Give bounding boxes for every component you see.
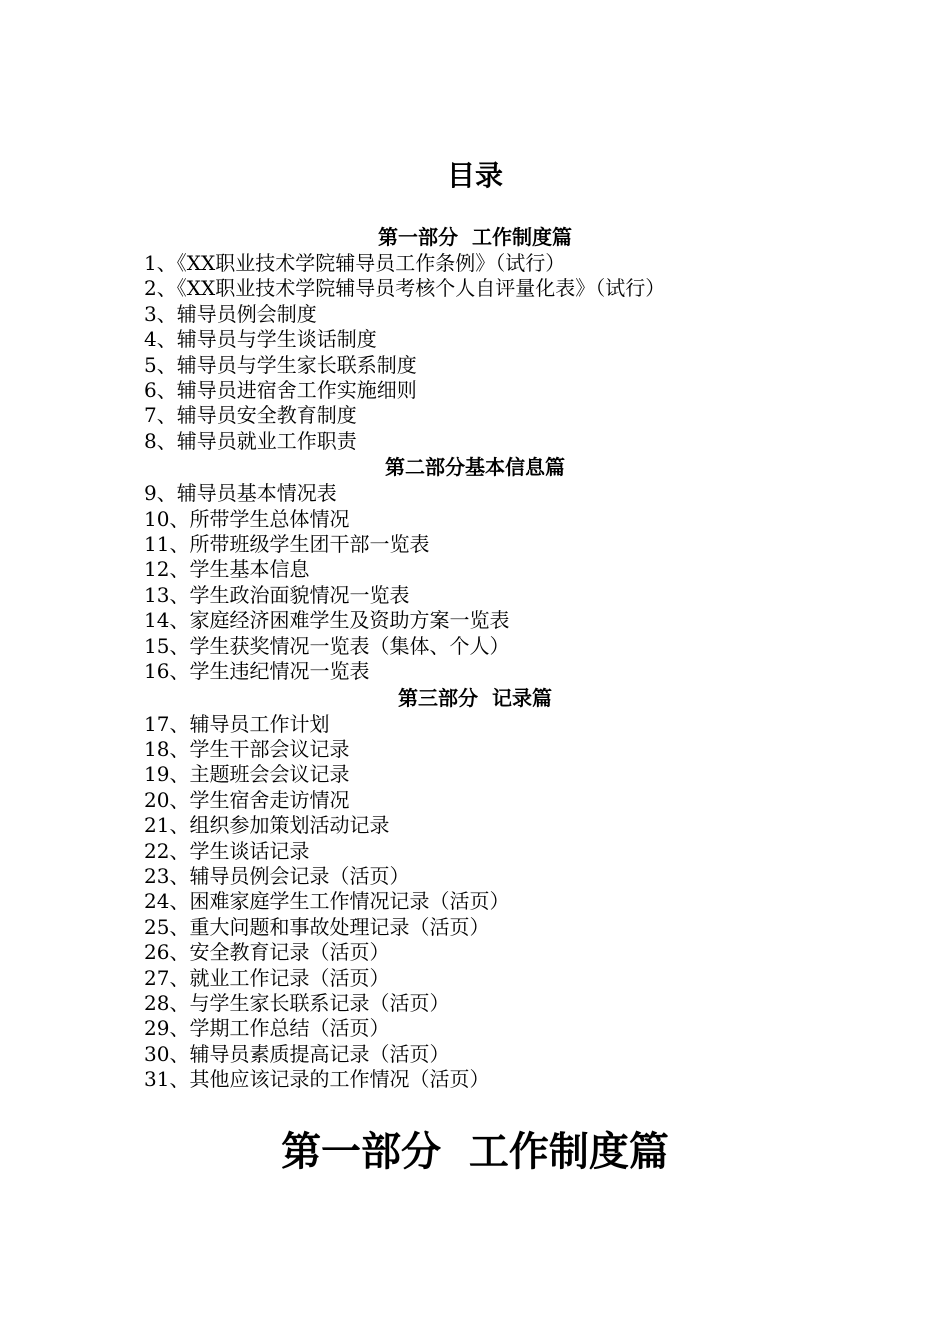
toc-item: 4、辅导员与学生谈话制度	[144, 327, 377, 352]
section-heading-part-one: 第一部分 工作制度篇	[378, 225, 572, 249]
toc-item: 25、重大问题和事故处理记录（活页）	[144, 914, 490, 939]
toc-item: 10、所带学生总体情况	[144, 506, 350, 531]
toc-item: 11、所带班级学生团干部一览表	[144, 532, 430, 557]
toc-item: 1、《XX职业技术学院辅导员工作条例》（试行）	[144, 251, 566, 275]
toc-item: 19、主题班会会议记录	[144, 762, 350, 787]
toc-item: 22、学生谈话记录	[144, 838, 310, 863]
toc-item: 18、学生干部会议记录	[144, 736, 350, 761]
toc-item: 30、辅导员素质提高记录（活页）	[144, 1041, 450, 1066]
toc-item: 2、《XX职业技术学院辅导员考核个人自评量化表》（试行）	[144, 276, 666, 301]
toc-item: 28、与学生家长联系记录（活页）	[144, 990, 450, 1015]
toc-item: 15、学生获奖情况一览表（集体、个人）	[144, 633, 510, 658]
table-of-contents	[0, 224, 950, 1093]
toc-item: 7、辅导员安全教育制度	[144, 403, 357, 428]
section-heading-part-three: 第三部分 记录篇	[398, 685, 552, 710]
toc-item: 3、辅导员例会制度	[144, 301, 317, 326]
toc-item: 14、家庭经济困难学生及资助方案一览表	[144, 608, 510, 633]
toc-item: 13、学生政治面貌情况一览表	[144, 582, 410, 607]
page-title: 目录	[446, 159, 503, 192]
toc-item: 26、安全教育记录（活页）	[144, 940, 390, 965]
toc-item: 29、学期工作总结（活页）	[144, 1016, 390, 1041]
part-one-heading: 第一部分 工作制度篇	[281, 1128, 669, 1175]
toc-item: 27、就业工作记录（活页）	[144, 965, 390, 990]
toc-item: 12、学生基本信息	[144, 557, 310, 582]
toc-item: 9、辅导员基本情况表	[144, 481, 337, 506]
toc-item: 17、辅导员工作计划	[144, 711, 330, 736]
toc-item: 20、学生宿舍走访情况	[144, 787, 350, 812]
toc-item: 8、辅导员就业工作职责	[144, 428, 357, 453]
toc-item: 31、其他应该记录的工作情况（活页）	[144, 1067, 490, 1092]
toc-item: 24、困难家庭学生工作情况记录（活页）	[144, 889, 510, 914]
toc-item: 23、辅导员例会记录（活页）	[144, 863, 410, 888]
toc-item: 6、辅导员进宿舍工作实施细则	[144, 378, 417, 403]
toc-item: 5、辅导员与学生家长联系制度	[144, 352, 417, 377]
toc-item: 21、组织参加策划活动记录	[144, 813, 390, 838]
section-heading-part-two: 第二部分基本信息篇	[385, 455, 565, 480]
toc-item: 16、学生违纪情况一览表	[144, 659, 370, 684]
